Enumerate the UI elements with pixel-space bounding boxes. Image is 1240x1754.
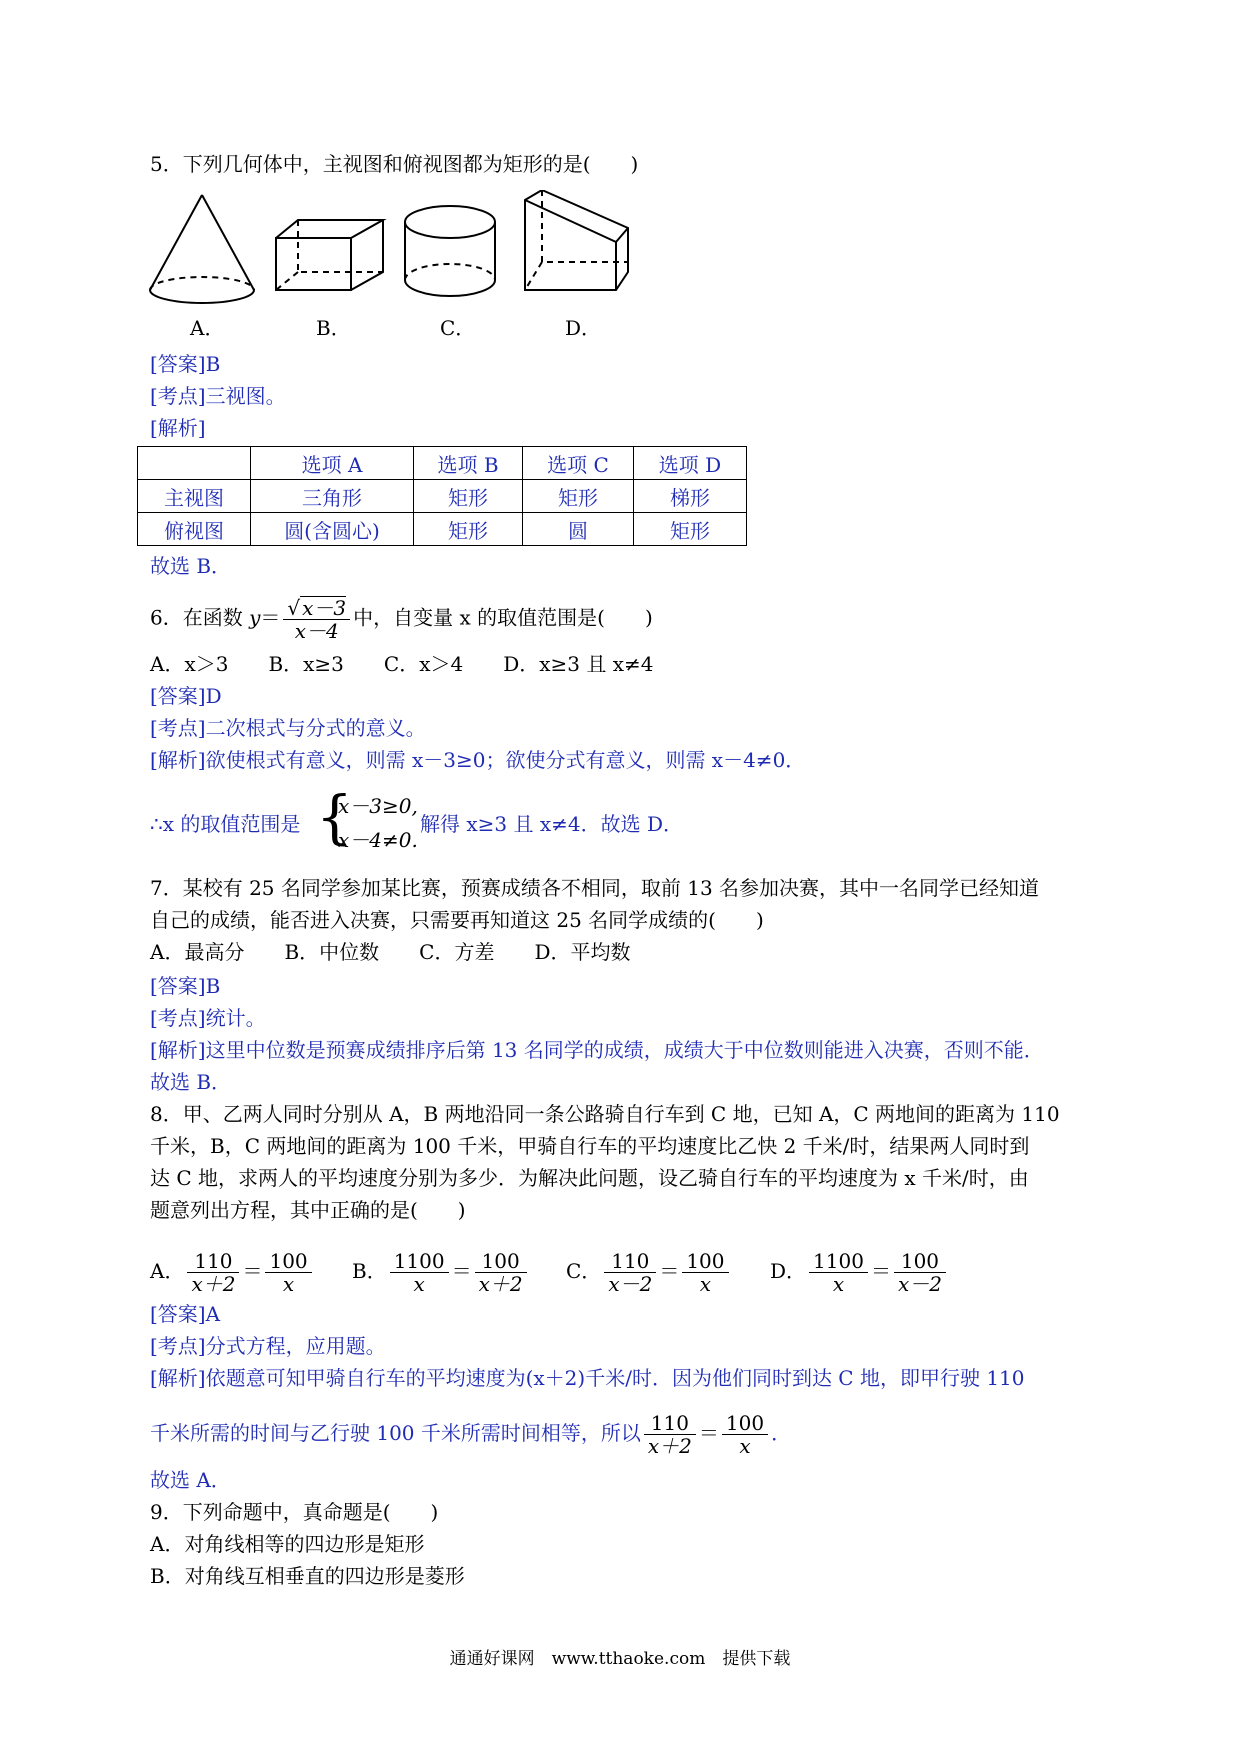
equals-sign: ＝ (242, 1259, 263, 1283)
q5-point: [考点]三视图。 (150, 384, 286, 408)
frac-den: x－2 (897, 1272, 942, 1296)
table-cell: 选项 A (251, 447, 414, 480)
frac-num: 110 (644, 1412, 696, 1435)
frac-den: x (739, 1434, 751, 1458)
q8-analysis-line2 (150, 1412, 791, 1457)
q6-fraction-num: x－3 (302, 596, 347, 620)
three-view-table (137, 446, 747, 546)
q8-point: [考点]分式方程，应用题。 (150, 1334, 386, 1358)
table-cell: 圆(含圆心) (251, 513, 414, 546)
q6-fraction (283, 596, 350, 642)
frac-den: x (699, 1272, 712, 1296)
q6-stem-prefix: 6．在函数 (150, 605, 250, 630)
q8-stem-line2: 千米，B，C 两地间的距离为 100 千米，甲骑自行车的平均速度比乙快 2 千米/时，结果两人同时到 (150, 1134, 1030, 1158)
table-cell: 矩形 (414, 513, 523, 546)
q7-stem-line2: 自己的成绩，能否进入决赛，只需要再知道这 25 名同学成绩的( ) (150, 908, 764, 932)
figure-label-b: B． (316, 316, 351, 340)
q6-func-var: y (249, 605, 261, 630)
table-row (138, 513, 747, 546)
q8-option-a (150, 1250, 315, 1295)
q6-fraction-den: x－4 (294, 619, 339, 643)
q5-conclusion: 故选 B． (150, 554, 232, 578)
q8-stem-line4: 题意列出方程，其中正确的是( ) (150, 1198, 466, 1222)
q6-answer: [答案]D (150, 684, 222, 708)
frac-den: x＋2 (191, 1272, 236, 1296)
q7-conclusion: 故选 B． (150, 1070, 232, 1094)
q7-options: A．最高分 B．中位数 C．方差 D．平均数 (150, 940, 631, 964)
q8-analysis-text: 千米所需的时间与乙行驶 100 千米所需时间相等，所以 (150, 1421, 641, 1445)
q8-stem-line3: 达 C 地，求两人的平均速度分别为多少．为解决此问题，设乙骑自行车的平均速度为 x 千米/时，由 (150, 1166, 1029, 1190)
equals-sign: ＝ (451, 1259, 472, 1283)
q8-stem-line1: 8．甲、乙两人同时分别从 A，B 两地沿同一条公路骑自行车到 C 地，已知 A，C 两地间的距离为 110 (150, 1102, 1060, 1126)
q5-answer: [答案]B (150, 352, 221, 376)
q8-option-c (566, 1250, 732, 1295)
cuboid-figure (276, 220, 383, 290)
q8-answer: [答案]A (150, 1302, 221, 1326)
frac-num: 110 (604, 1250, 656, 1273)
equals-sign: ＝ (698, 1421, 719, 1445)
frac-den: x (413, 1272, 425, 1296)
table-cell: 矩形 (523, 480, 634, 513)
table-row (138, 480, 747, 513)
table-cell: 俯视图 (138, 513, 251, 546)
frac-num: 100 (265, 1250, 311, 1273)
table-cell: 圆 (523, 513, 634, 546)
q7-stem-line1: 7．某校有 25 名同学参加某比赛，预赛成绩各不相同，取前 13 名参加决赛，其中一名同学已经知道 (150, 876, 1040, 900)
q6-range-prefix: ∴x 的取值范围是 (150, 812, 301, 836)
frac-num: 1100 (809, 1250, 868, 1273)
option-label: D． (770, 1259, 807, 1283)
table-cell: 矩形 (414, 480, 523, 513)
q6-stem-suffix: 中，自变量 x 的取值范围是( ) (353, 605, 653, 630)
frac-num: 100 (682, 1250, 728, 1273)
q6-system-line1: x－3≥0, (338, 794, 418, 818)
q6-range-suffix: 解得 x≥3 且 x≠4．故选 D． (420, 812, 683, 836)
frac-den: x (832, 1272, 845, 1296)
table-cell: 选项 B (414, 447, 523, 480)
figure-label-d: D． (565, 316, 602, 340)
q5-analysis-label: [解析] (150, 416, 206, 440)
frac-den: x＋2 (478, 1272, 523, 1296)
table-cell: 矩形 (634, 513, 747, 546)
table-cell: 选项 C (523, 447, 634, 480)
q7-point: [考点]统计。 (150, 1006, 266, 1030)
cylinder-figure (405, 206, 495, 296)
frac-num: 1100 (390, 1250, 449, 1273)
option-label: A． (150, 1259, 185, 1283)
frac-num: 110 (187, 1250, 239, 1273)
q6-point: [考点]二次根式与分式的意义。 (150, 716, 426, 740)
q6-stem (150, 596, 653, 642)
table-cell: 选项 D (634, 447, 747, 480)
equals-sign: ＝ (870, 1259, 891, 1283)
q7-analysis: [解析]这里中位数是预赛成绩排序后第 13 名同学的成绩，成绩大于中位数则能进入决赛，否则不能． (150, 1038, 1044, 1062)
q5-solid-figures (140, 190, 660, 310)
frac-den: x－2 (608, 1272, 653, 1296)
q6-options: A．x＞3 B．x≥3 C．x＞4 D．x≥3 且 x≠4 (150, 652, 654, 676)
q6-equals: ＝ (260, 605, 281, 630)
option-label: B． (352, 1259, 387, 1283)
q9-option-b: B．对角线互相垂直的四边形是菱形 (150, 1564, 465, 1588)
prism-figure (525, 190, 628, 290)
table-header-row (138, 447, 747, 480)
frac-den: x＋2 (647, 1434, 692, 1458)
q8-conclusion: 故选 A． (150, 1468, 231, 1492)
frac-num: 100 (722, 1412, 768, 1435)
q8-analysis-line1: [解析]依题意可知甲骑自行车的平均速度为(x＋2)千米/时．因为他们同时到达 C 地，即甲行驶 110 (150, 1366, 1025, 1390)
q6-analysis: [解析]欲使根式有意义，则需 x－3≥0；欲使分式有意义，则需 x－4≠0． (150, 748, 806, 772)
q8-analysis-end: ． (771, 1421, 792, 1445)
frac-den: x (282, 1272, 295, 1296)
cone-figure (150, 195, 254, 303)
figure-label-c: C． (440, 316, 476, 340)
page-footer: 通通好课网 www.tthaoke.com 提供下载 (449, 1649, 791, 1669)
table-cell (138, 447, 251, 480)
q5-stem: 5．下列几何体中，主视图和俯视图都为矩形的是( ) (150, 152, 639, 176)
frac-num: 100 (475, 1250, 527, 1273)
sqrt-icon: √ (287, 596, 301, 620)
option-label: C． (566, 1259, 602, 1283)
q7-answer: [答案]B (150, 974, 221, 998)
q8-option-d (770, 1250, 949, 1295)
q8-option-b (352, 1250, 530, 1295)
frac-num: 100 (894, 1250, 946, 1273)
table-cell: 梯形 (634, 480, 747, 513)
q9-stem: 9．下列命题中，真命题是( ) (150, 1500, 439, 1524)
equals-sign: ＝ (659, 1259, 680, 1283)
q9-option-a: A．对角线相等的四边形是矩形 (150, 1532, 425, 1556)
brace-icon: { (316, 783, 353, 851)
figure-label-a: A． (190, 316, 225, 340)
table-cell: 主视图 (138, 480, 251, 513)
q6-system-line2: x－4≠0. (338, 828, 418, 852)
table-cell: 三角形 (251, 480, 414, 513)
